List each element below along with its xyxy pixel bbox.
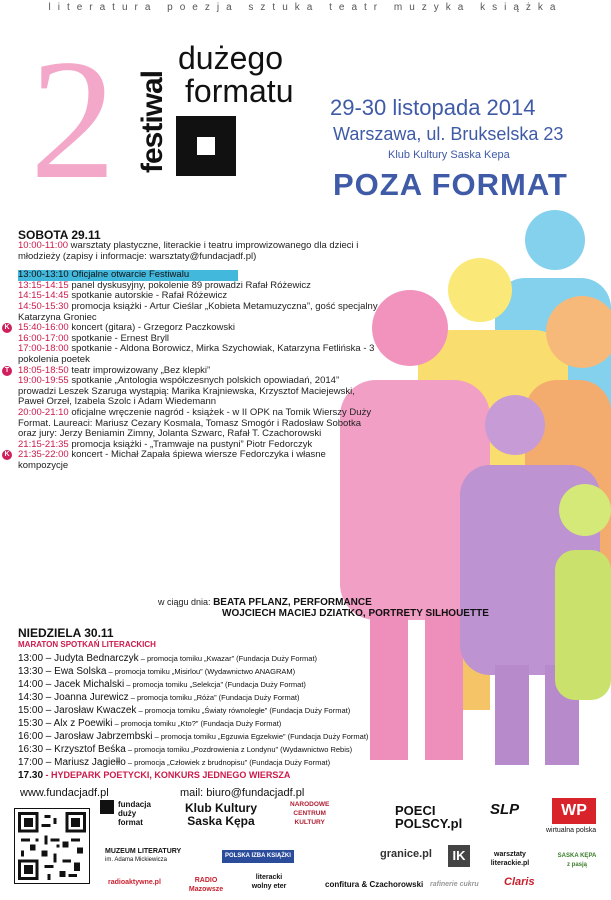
sunday-item-main: 14:00 – Jacek Michalski bbox=[18, 679, 125, 690]
logo-ik: IK bbox=[448, 845, 470, 867]
sunday-item bbox=[18, 743, 368, 756]
item-time: 16:00-17:00 bbox=[18, 332, 69, 344]
item-text: koncert (gitara) - Grzegorz Paczkowski bbox=[68, 322, 236, 334]
item-text: panel dyskusyjny, pokolenie 89 prowadzi Rafał Różewicz bbox=[68, 279, 311, 291]
logo-confitura: confitura & Czachorowski bbox=[325, 880, 424, 889]
item-time: 14:50-15:30 bbox=[18, 300, 69, 312]
sunday-item bbox=[18, 730, 368, 743]
hydepark-time: 17.30 bbox=[18, 770, 44, 781]
logo-poeci-polscy: POECI POLSCY.pl bbox=[395, 803, 463, 831]
saturday-heading: SOBOTA 29.11 bbox=[18, 228, 101, 242]
sunday-item bbox=[18, 691, 368, 704]
item-time: 18:05-18:50 bbox=[18, 364, 69, 376]
sunday-item-main: 17:00 – Mariusz Jagiełło bbox=[18, 757, 126, 768]
event-venue: Klub Kultury Saska Kepa bbox=[388, 149, 510, 161]
sunday-item-detail: – promocja tomiku „Selekcja” (Fundacja Duży Format) bbox=[124, 680, 306, 689]
item-text: spotkanie - Aldona Borowicz, Mirka Szychowiak, Katarzyna Fetlińska - 3 pokolenia poetek bbox=[18, 343, 375, 365]
hydepark-line bbox=[18, 770, 290, 781]
email-link[interactable]: mail: biuro@fundacjadf.pl bbox=[180, 787, 305, 799]
event-address: Warszawa, ul. Brukselska 23 bbox=[333, 124, 564, 144]
saturday-schedule bbox=[4, 240, 378, 471]
item-time: 14:15-14:45 bbox=[18, 290, 69, 302]
sunday-heading: NIEDZIELA 30.11 bbox=[18, 626, 114, 640]
sunday-item-detail: – promocja tomiku „Pozdrowienia z Londynu” (Wydawnictwo Rebis) bbox=[125, 745, 353, 754]
sunday-item-detail: – promocja tomiku „Misirlou” (Wydawnictwo ANAGRAM) bbox=[106, 667, 296, 676]
title-line-2: formatu bbox=[185, 73, 294, 109]
during-label: w ciągu dnia: bbox=[158, 597, 211, 607]
sunday-item-main: 16:00 – Jarosław Jabrzembski bbox=[18, 731, 153, 742]
item-text: promocja książki - „Tramwaje na pustyni” Piotr Fedorczyk bbox=[68, 438, 313, 450]
sunday-item bbox=[18, 756, 368, 769]
logo-klub-kultury: Klub Kultury Saska Kępa bbox=[185, 801, 257, 828]
theatre-icon: T bbox=[2, 366, 12, 376]
item-text: spotkanie „Antologia współczesnych polskich opowiadań, 2014” prowadzi Leszek Szaruga wystąpią: Marika Krajniewska, Krzysztof Maciejewski, Paweł Orzeł, Izabela Szolc i Adam Wiedemann bbox=[18, 375, 355, 408]
item-text: Oficjalne otwarcie Festiwalu bbox=[68, 269, 190, 281]
item-text: spotkanie - Ernest Bryll bbox=[68, 332, 170, 344]
sunday-item-detail: – promocja tomiku „Kto?” (Fundacja Duży Format) bbox=[112, 719, 282, 728]
item-time: 10:00-11:00 bbox=[18, 240, 69, 251]
item-text: teatr improwizowany „Bez klepki” bbox=[68, 364, 211, 376]
concert-icon: K bbox=[2, 450, 12, 460]
logo-granice: granice.pl bbox=[380, 848, 432, 860]
saturday-item bbox=[18, 302, 378, 323]
logo-wp-name: wirtualna polska bbox=[546, 827, 597, 834]
logo-radio-mazowsze: RADIO Mazowsze bbox=[188, 877, 224, 893]
item-time: 17:00-18:00 bbox=[18, 343, 69, 355]
sunday-item bbox=[18, 704, 368, 717]
sunday-item-detail: – promocja tomiku „Róża” (Fundacja Duży Format) bbox=[128, 693, 300, 702]
sunday-item-main: 16:30 – Krzysztof Beśka bbox=[18, 744, 126, 755]
item-time: 21:35-22:00 bbox=[18, 449, 69, 461]
during-portraits: WOJCIECH MACIEJ DZIATKO, PORTRETY SILHOUETTE bbox=[222, 608, 489, 619]
sunday-item bbox=[18, 665, 368, 678]
event-date: 29-30 listopada 2014 bbox=[330, 95, 536, 120]
sunday-schedule bbox=[18, 652, 368, 769]
sunday-item bbox=[18, 652, 368, 665]
hydepark-text: - HYDEPARK POETYCKI, KONKURS JEDNEGO WIERSZA bbox=[43, 770, 291, 780]
sunday-item-main: 13:00 – Judyta Bednarczyk bbox=[18, 653, 139, 664]
sunday-item bbox=[18, 678, 368, 691]
item-text: warsztaty plastyczne, literackie i teatru improwizowanego dla dzieci i młodzieży (zapisy i informacje: warsztaty@fundacjadf.pl) bbox=[18, 240, 359, 262]
saturday-item bbox=[18, 376, 378, 408]
logo-warsztaty: warsztaty literackie.pl bbox=[490, 851, 530, 867]
saturday-item bbox=[18, 344, 378, 365]
item-time: 20:00-21:10 bbox=[18, 406, 69, 418]
saturday-item bbox=[18, 241, 378, 262]
logo-fundacja-duzy-format: fundacja duży format bbox=[100, 800, 160, 827]
sunday-item-detail: – promocja tomiku „Egzuwia Egzekwie” (Fundacja Duży Format) bbox=[152, 732, 369, 741]
website-link[interactable]: www.fundacjadf.pl bbox=[20, 787, 109, 799]
saturday-item bbox=[18, 408, 378, 440]
logo-slp: SLP bbox=[490, 801, 520, 818]
sunday-item-main: 15:30 – Alx z Poewiki bbox=[18, 718, 113, 729]
logo-wp: WP bbox=[552, 798, 596, 824]
logo-rafinerie: rafinerie cukru bbox=[430, 881, 479, 888]
sunday-item-detail: – promocja tomiku „Światy równoległe” (Fundacja Duży Format) bbox=[136, 706, 351, 715]
format-square-logo bbox=[176, 116, 236, 176]
title-line-1: dużego bbox=[178, 40, 283, 76]
item-text: promocja książki - Artur Cieślar „Kobieta Metamuzyczna”, gość specjalny Katarzyna Groniec bbox=[18, 300, 378, 323]
during-performance: BEATA PFLANZ, PERFORMANCE bbox=[213, 597, 372, 608]
logo-radioaktywne: radioaktywne.pl bbox=[108, 879, 161, 886]
item-time: 15:40-16:00 bbox=[18, 322, 69, 334]
logo-pik: POLSKA IZBA KSIĄŻKI bbox=[222, 850, 294, 863]
logo-literacki-eter: literacki wolny eter bbox=[251, 874, 287, 890]
festival-vertical-label: festiwal bbox=[136, 70, 169, 174]
event-slogan: POZA FORMAT bbox=[333, 167, 568, 202]
sunday-subheading: MARATON SPOTKAŃ LITERACKICH bbox=[18, 640, 156, 649]
item-text: koncert - Michał Zapała śpiewa wiersze Fedorczyka i własne kompozycje bbox=[18, 449, 326, 471]
edition-number: 2 bbox=[30, 25, 116, 215]
item-time: 21:15-21:35 bbox=[18, 438, 69, 450]
concert-icon: K bbox=[2, 323, 12, 333]
sunday-item-main: 15:00 – Jarosław Kwaczek bbox=[18, 705, 137, 716]
logo-ncn: NARODOWE CENTRUM KULTURY bbox=[290, 801, 330, 826]
item-time: 13:15-14:15 bbox=[18, 279, 69, 291]
item-time: 13:00-13:10 bbox=[18, 269, 69, 281]
saturday-item bbox=[4, 449, 378, 471]
sunday-item-detail: – promocja „Człowiek z brudnopisu” (Fundacja Duży Format) bbox=[125, 758, 331, 767]
tagline: literatura poezja sztuka teatr muzyka książka bbox=[48, 2, 563, 13]
logo-claris: Claris bbox=[504, 876, 535, 888]
qr-code[interactable] bbox=[14, 808, 90, 884]
logo-muzeum-literatury: MUZEUM LITERATURY im. Adama Mickiewicza bbox=[105, 848, 182, 863]
sunday-item-detail: – promocja tomiku „Kwazar” (Fundacja Duży Format) bbox=[138, 654, 318, 663]
item-text: oficjalne wręczenie nagród - książek - w II OPK na Tomik Wierszy Duży Format. Laureaci: Mariusz Cezary Kosmala, Tomasz Smogór i Radosław Sobotka oraz jury: Jerzy Beniamin Zimny, Jolanta Szwarc, Rafał T. Czachorowski bbox=[18, 406, 372, 440]
sunday-item-main: 13:30 – Ewa Solska bbox=[18, 666, 107, 677]
sunday-item bbox=[18, 717, 368, 730]
during-day-line bbox=[158, 597, 372, 608]
logo-saska-kepa: SASKA KĘPA z pasją bbox=[557, 853, 597, 868]
item-text: spotkanie autorskie - Rafał Różewicz bbox=[68, 290, 228, 302]
sunday-item-main: 14:30 – Joanna Jurewicz bbox=[18, 692, 129, 703]
item-time: 19:00-19:55 bbox=[18, 375, 69, 387]
